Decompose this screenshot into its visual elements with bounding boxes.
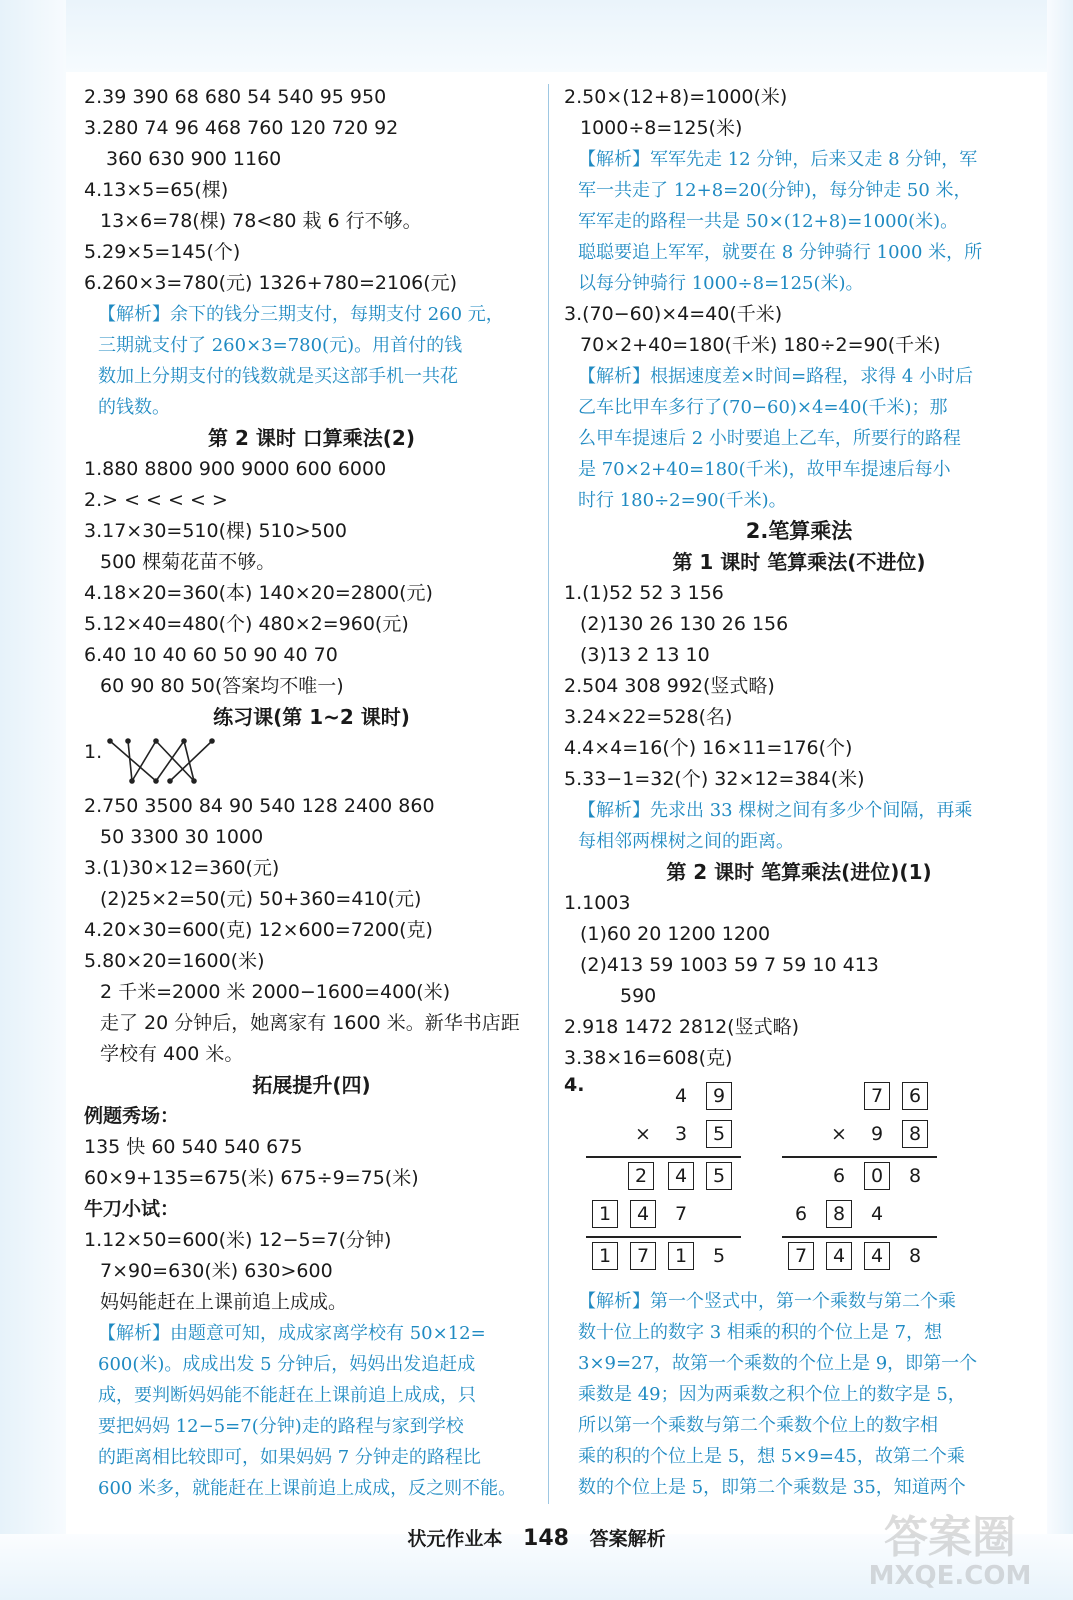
matching-diagram [84, 733, 539, 791]
multiply-sign: × [635, 1123, 651, 1145]
answer-line: 4.13×5=65(棵) [84, 179, 229, 201]
explanation-line [564, 361, 1034, 392]
explanation-text: 第一个竖式中，第一个乘数与第二个乘 [650, 1291, 956, 1312]
explanation-line: 聪聪要追上军军，就要在 8 分钟骑行 1000 米，所 [578, 242, 983, 263]
answer-line: 2.50×(12+8)=1000(米) [564, 86, 788, 108]
calc-line [782, 1156, 937, 1158]
answer-line: 6.260×3=780(元) 1326+780=2106(元) [84, 272, 458, 294]
answer-line: 2.750 3500 84 90 540 128 2400 860 [84, 795, 435, 817]
explanation-line: 乙车比甲车多行了(70−60)×4=40(千米)；那 [578, 397, 948, 418]
explanation-line [84, 299, 539, 330]
explanation-line: 是 70×2+40=180(千米)，故甲车提速后每小 [578, 459, 951, 480]
answer-number: 4. [564, 1074, 585, 1096]
explanation-line: 以每分钟骑行 1000÷8=125(米)。 [578, 273, 864, 294]
lesson-heading: 第 2 课时 笔算乘法(进位)(1) [666, 860, 932, 884]
explanation-line: 数十位上的数字 3 相乘的积的个位上是 7，想 [578, 1322, 943, 1343]
explanation-line: 所以第一个乘数与第二个乘数个位上的数字相 [578, 1415, 938, 1436]
answer-line: 4.4×4=16(个) 16×11=176(个) [564, 737, 853, 759]
explanation-line [84, 1318, 539, 1349]
answer-line: 走了 20 分钟后，她离家有 1600 米。新华书店距 [100, 1012, 520, 1034]
filled-digit-box: 9 [706, 1082, 732, 1110]
explanation-tag: 【解析】 [578, 1291, 650, 1312]
answer-line: 7×90=630(米) 630>600 [100, 1260, 333, 1282]
section-title: 2.笔算乘法 [745, 519, 853, 543]
explanation-line: 每相邻两棵树之间的距离。 [578, 831, 794, 852]
answer-line: 60 90 80 50(答案均不唯一) [100, 675, 344, 697]
book-title: 状元作业本 [407, 1528, 503, 1550]
answer-line: 3.24×22=528(名) [564, 706, 733, 728]
filled-digit-box: 1 [592, 1242, 618, 1270]
digit: 6 [794, 1203, 808, 1225]
filled-digit-box: 8 [826, 1200, 852, 1228]
answer-line: 2.> < < < < > [84, 489, 228, 511]
explanation-tag: 【解析】 [578, 149, 650, 170]
explanation-line: 三期就支付了 260×3=780(元)。用首付的钱 [98, 335, 463, 356]
explanation-line [564, 795, 1034, 826]
explanation-line [564, 144, 1034, 175]
answer-line: 2.504 308 992(竖式略) [564, 675, 775, 697]
answer-line: 3.280 74 96 468 760 120 720 92 [84, 117, 399, 139]
answer-line: 50 3300 30 1000 [100, 826, 264, 848]
explanation-line: 要把妈妈 12−5=7(分钟)走的路程与家到学校 [98, 1416, 464, 1437]
answer-line: 5.12×40=480(个) 480×2=960(元) [84, 613, 409, 635]
filled-digit-box: 4 [668, 1162, 694, 1190]
explanation-line: 军一共走了 12+8=20(分钟)，每分钟走 50 米， [578, 180, 972, 201]
digit: 4 [674, 1085, 688, 1107]
lesson-heading: 第 2 课时 口算乘法(2) [207, 426, 415, 450]
explanation-tag: 【解析】 [578, 800, 650, 821]
answer-line: 3.38×16=608(克) [564, 1047, 733, 1069]
answer-line: (2)130 26 130 26 156 [580, 613, 789, 635]
explanation-text: 先求出 33 棵树之间有多少个间隔，再乘 [650, 800, 973, 821]
filled-digit-box: 2 [628, 1162, 654, 1190]
section-name: 答案解析 [589, 1528, 666, 1550]
filled-digit-box: 7 [630, 1242, 656, 1270]
lesson-heading: 第 1 课时 笔算乘法(不进位) [672, 550, 926, 574]
filled-digit-box: 8 [902, 1120, 928, 1148]
filled-digit-box: 5 [706, 1162, 732, 1190]
explanation-text: 军军先走 12 分钟，后来又走 8 分钟，军 [650, 149, 978, 170]
explanation-tag: 【解析】 [578, 366, 650, 387]
filled-digit-box: 4 [826, 1242, 852, 1270]
filled-digit-box: 1 [592, 1200, 618, 1228]
watermark-text-bottom: MXQE.COM [868, 1561, 1032, 1590]
calc-line [586, 1236, 741, 1238]
left-band [0, 0, 66, 1600]
explanation-line: 的钱数。 [98, 397, 170, 418]
answer-line: 学校有 400 米。 [100, 1043, 244, 1065]
lesson-heading: 拓展提升(四) [252, 1073, 371, 1097]
answer-line: 4.18×20=360(本) 140×20=2800(元) [84, 582, 433, 604]
answer-line: 妈妈能赶在上课前追上成成。 [100, 1291, 348, 1313]
answer-line: 5.80×20=1600(米) [84, 950, 265, 972]
answer-line: 1.(1)52 52 3 156 [564, 582, 724, 604]
answer-line: 3.(70−60)×4=40(千米) [564, 303, 783, 325]
digit: 9 [870, 1123, 884, 1145]
explanation-line: 军军走的路程一共是 50×(12+8)=1000(米)。 [578, 211, 959, 232]
answer-line: 590 [620, 985, 657, 1007]
answer-line: 360 630 900 1160 [106, 148, 282, 170]
page-number: 148 [523, 1526, 569, 1551]
answer-line: (2)25×2=50(元) 50+360=410(元) [100, 888, 422, 910]
vertical-multiplication-area [564, 1074, 1034, 1286]
answer-line: 1.12×50=600(米) 12−5=7(分钟) [84, 1229, 392, 1251]
top-band [0, 0, 1073, 72]
explanation-line: 600(米)。成成出发 5 分钟后，妈妈出发追赶成 [98, 1354, 476, 1375]
answer-line: 1000÷8=125(米) [580, 117, 743, 139]
digit: 3 [674, 1123, 688, 1145]
lesson-heading: 练习课(第 1~2 课时) [213, 705, 410, 729]
explanation-line [564, 1286, 1034, 1317]
answer-line: 2 千米=2000 米 2000−1600=400(米) [100, 981, 451, 1003]
explanation-text: 根据速度差×时间=路程，求得 4 小时后 [650, 366, 974, 387]
explanation-line: 数的个位上是 5，即第二个乘数是 35，知道两个 [578, 1477, 966, 1498]
answer-line: 5.29×5=145(个) [84, 241, 241, 263]
filled-digit-box: 6 [902, 1082, 928, 1110]
answer-line: 1.1003 [564, 892, 631, 914]
explanation-line: 乘数是 49；因为两乘数之积个位上的数字是 5， [578, 1384, 966, 1405]
calc-line [586, 1156, 741, 1158]
explanation-tag: 【解析】 [98, 1323, 170, 1344]
right-column [564, 82, 1034, 1503]
filled-digit-box: 4 [630, 1200, 656, 1228]
explanation-line: 成，要判断妈妈能不能赶在上课前追上成成，只 [98, 1385, 476, 1406]
filled-digit-box: 1 [668, 1242, 694, 1270]
subsection-label: 例题秀场： [84, 1105, 180, 1127]
subsection-label: 牛刀小试： [84, 1198, 180, 1220]
explanation-line: 3×9=27，故第一个乘数的个位上是 9，即第一个 [578, 1353, 978, 1374]
answer-line: 4.20×30=600(克) 12×600=7200(克) [84, 919, 433, 941]
answer-line: (2)413 59 1003 59 7 59 10 413 [580, 954, 879, 976]
explanation-line: 600 米多，就能赶在上课前追上成成，反之则不能。 [98, 1478, 517, 1499]
right-band [1047, 0, 1073, 1600]
answer-line: 135 快 60 540 540 675 [84, 1136, 303, 1158]
answer-line: (3)13 2 13 10 [580, 644, 710, 666]
column-divider [548, 84, 549, 1504]
explanation-line: 时行 180÷2=90(千米)。 [578, 490, 787, 511]
answer-line: 3.17×30=510(棵) 510>500 [84, 520, 347, 542]
explanation-line: 乘的积的个位上是 5，想 5×9=45，故第二个乘 [578, 1446, 965, 1467]
answer-line: 500 棵菊花苗不够。 [100, 551, 276, 573]
left-column [84, 82, 539, 1504]
answer-line: 60×9+135=675(米) 675÷9=75(米) [84, 1167, 419, 1189]
answer-line: 3.(1)30×12=360(元) [84, 857, 280, 879]
answer-line: 1.880 8800 900 9000 600 6000 [84, 458, 387, 480]
answer-line: 70×2+40=180(千米) 180÷2=90(千米) [580, 334, 941, 356]
digit: 4 [870, 1203, 884, 1225]
calc-line [782, 1236, 937, 1238]
digit: 7 [674, 1203, 688, 1225]
explanation-line: 的距离相比较即可，如果妈妈 7 分钟走的路程比 [98, 1447, 481, 1468]
answer-line: 6.40 10 40 60 50 90 40 70 [84, 644, 338, 666]
matching-lines-diagram [84, 733, 384, 791]
explanation-text: 余下的钱分三期支付，每期支付 260 元， [170, 304, 504, 325]
digit: 8 [908, 1165, 922, 1187]
filled-digit-box: 0 [864, 1162, 890, 1190]
multiply-sign: × [831, 1123, 847, 1145]
explanation-line: 么甲车提速后 2 小时要追上乙车，所要行的路程 [578, 428, 961, 449]
filled-digit-box: 4 [864, 1242, 890, 1270]
explanation-text: 由题意可知，成成家离学校有 50×12= [170, 1323, 486, 1344]
answer-line: 2.39 390 68 680 54 540 95 950 [84, 86, 387, 108]
filled-digit-box: 7 [864, 1082, 890, 1110]
digit: 6 [832, 1165, 846, 1187]
watermark-text-top: 答案圈 [884, 1512, 1016, 1563]
digit: 8 [908, 1245, 922, 1267]
digit: 5 [712, 1245, 726, 1267]
filled-digit-box: 7 [788, 1242, 814, 1270]
answer-line: 5.33−1=32(个) 32×12=384(米) [564, 768, 865, 790]
answer-line: (1)60 20 1200 1200 [580, 923, 771, 945]
explanation-tag: 【解析】 [98, 304, 170, 325]
answer-number: 1. [84, 741, 103, 763]
explanation-line: 数加上分期支付的钱数就是买这部手机一共花 [98, 366, 458, 387]
answer-line: 2.918 1472 2812(竖式略) [564, 1016, 800, 1038]
watermark-logo [855, 1500, 1045, 1590]
answer-line: 13×6=78(棵) 78<80 栽 6 行不够。 [100, 210, 422, 232]
filled-digit-box: 5 [706, 1120, 732, 1148]
